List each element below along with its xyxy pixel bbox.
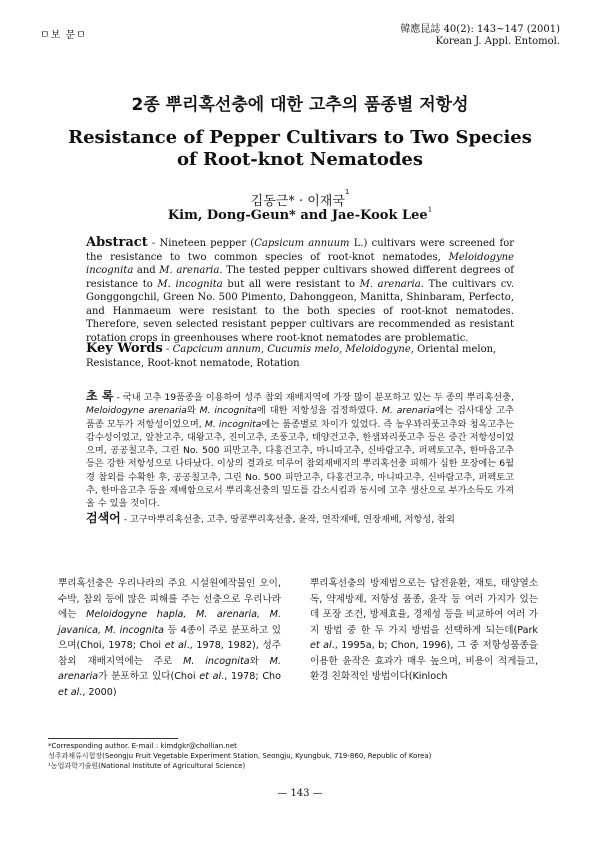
body-text: 와 [249, 655, 270, 667]
species-name: M. incognita [183, 655, 250, 667]
body-text: ., 1978; Cho [221, 671, 281, 682]
authors-korean [0, 190, 600, 209]
title-english [0, 127, 600, 171]
body-text: ., 1995a, b; Chon, 1996), 그 중 저항성품종을 이용한 윤작은 효과가 매우 높으며, 비용이 적게들고, 환경 친화적인 방법이다(Kinloch [310, 640, 538, 682]
abstract-label: Abstract [86, 235, 148, 250]
abstract-text: but all were resistant to [222, 278, 360, 290]
journal-name-en: Korean J. Appl. Entomol. [435, 36, 560, 47]
keywords-english [86, 342, 514, 370]
title-english-line1: Resistance of Pepper Cultivars to Two Species [68, 127, 532, 148]
footnote-affiliation-2: ¹농업과학기술원(National Institute of Agricultural Science) [48, 762, 246, 770]
authors-korean-text: 김동근* · 이재국 [250, 194, 345, 209]
abstract-korean [86, 390, 514, 511]
footnote-corresponding: *Corresponding author. E-mail : kimdgkr@chollian.net [48, 742, 237, 750]
abstract-text: . The tested pepper cultivars showed different degrees of resistance to [86, 265, 514, 290]
korean-abstract-text: 에는 검사대상 고추 품종 모두가 저항성이었으며, [86, 405, 515, 430]
korean-keywords-text: - 고구마뿌리혹선충, 고추, 땅콩뿌리혹선충, 윤작, 연작재배, 연장재배, 저항성, 참외 [120, 514, 455, 525]
keywords-dash: - [162, 344, 173, 355]
authors-english-text: Kim, Dong-Geun* and Jae-Kook Lee [167, 208, 428, 223]
citation-italic: et al [310, 640, 332, 651]
species-name: M. incognita [199, 405, 257, 417]
species-name: Meloidogyne arenaria [86, 405, 187, 417]
korean-abstract-text: - 국내 고추 19품종을 이용하여 성주 참외 재배지역에 가장 많이 분포하고 있는 두 종의 뿌리혹선충, [113, 392, 514, 403]
keywords-label: Key Words [86, 341, 163, 356]
species-name: Meloidogyne hapla, M. arenaria, M. javanica, M. incognita [58, 609, 281, 636]
korean-abstract-label: 초 록 [86, 389, 114, 403]
citation-italic: et al [199, 671, 222, 682]
abstract-text: . The cultivars cv. Gonggongchil, Green No. 500 Pimento, Dahonggeon, Manitta, Shinbaram, Perfecto, and Hanmaeum were resistant to the both species of root-knot nematodes. Therefore, seven selected resistant pepper cultivars are recommended as resistant rotation crops in greenhouses where root-knot nematodes are problematic. [86, 278, 515, 344]
species-name: M. incognita [204, 418, 262, 430]
citation-italic: et al [164, 640, 187, 651]
affiliation-mark: 1 [427, 206, 433, 214]
abstract-text: and [133, 265, 160, 276]
article-type-label: ㅁ보 문ㅁ [40, 30, 87, 41]
body-text: 가 분포하고 있다(Choi [98, 671, 200, 682]
journal-citation [400, 24, 560, 48]
abstract-text: - Nineteen pepper ( [147, 238, 255, 249]
body-text: ., 1978, 1982), 성주 참외 재배지역에는 주로 [58, 640, 281, 667]
abstract-english [86, 236, 514, 345]
page-number: — 143 — [277, 788, 323, 799]
species-name: M. incognita [157, 278, 223, 290]
body-text: ., 2000) [79, 686, 117, 698]
footnote-divider [48, 738, 178, 739]
species-name: M. arenaria [58, 655, 281, 682]
species-name: M. arenaria [359, 278, 421, 290]
keywords-italic: Capcicum annum, Cucumis melo, Meloidogyne [172, 344, 411, 355]
species-name: M. arenaria [159, 265, 220, 276]
keywords-korean [86, 512, 516, 526]
species-name: M. arenaria [381, 405, 436, 417]
body-text: 뿌리혹선충은 우리나라의 주요 시설원예작물인 오이, 수박, 참외 등에 많은 피해를 주는 선충으로 우리나라에는 [58, 578, 281, 620]
authors-english [0, 208, 600, 223]
body-column-right [310, 576, 538, 685]
keywords-text: , Oriental melon, Resistance, Root-knot nematode, Rotation [86, 344, 497, 369]
journal-volume: 韓應昆誌 40(2): 143~147 (2001) [400, 24, 560, 35]
korean-abstract-text: 와 [186, 405, 200, 417]
korean-abstract-text: 에 대한 저항성을 검정하였다. [256, 405, 382, 417]
affiliation-mark: 1 [344, 188, 350, 196]
title-english-line2: of Root-knot Nematodes [176, 149, 424, 170]
korean-keywords-label: 검색어 [86, 511, 121, 525]
footnote-affiliation: 성주과채류시험장(Seongju Fruit Vegetable Experiment Station, Seongju, Kyungbuk, 719-860, Republic of Korea) [48, 752, 432, 760]
body-text: 뿌리혹선충의 방제법으로는 답전윤환, 재토, 태양열소독, 약제방제, 저항성 품종, 윤작 등 여러 가지가 있는데 포장 조건, 방제효율, 경제성 등을 비교하여 여러 가지 방법 중 한 두 가지 방법을 선택하게 되는데(Park [310, 578, 538, 636]
body-column-left [58, 576, 281, 700]
citation-italic: et al [58, 686, 80, 698]
species-name: Capsicum annuum [254, 238, 350, 249]
body-text: 등 4종이 주로 분포하고 있으며(Choi, 1978; Choi [58, 624, 282, 651]
abstract-text: L.) cultivars were screened for the resistance to two common species of root-knot nematodes, [86, 238, 514, 263]
korean-abstract-text: 에는 품종별로 차이가 있었다. 즉 농우꽈리풋고추와 청옥고추는 감수성이었고, 알찬고추, 대왕고추, 진미고추, 조풍고추, 태양건고추, 한샘꽈리풋고추 등은 중간 저항성이었으며, 공공칠고추, 그린 No. 500 피만고추, 다홍건고추, 마니따고추, 신바람고추, 퍼펙토고추, 한마음고추 등은 강한 저항성으로 나타났다. 이상의 결과로 미루어 참외재배지의 뿌리혹선충 피해가 심한 포장에는 6월경 참외를 수확한 후, 공공칠고추, 그린 No. 500 피만고추, 다홍건고추, 마니따고추, 신바람고추, 퍼펙토고추, 한마음고추 등을 재배함으로서 뿌리혹선충의 밀도를 감소시킴과 동시에 고추 생산으로 부가소득도 가져올 수 있을 것이다. [86, 418, 514, 510]
title-korean: 2종 뿌리혹선충에 대한 고추의 품종별 저항성 [131, 95, 469, 115]
species-name: Meloidogyne incognita [86, 251, 514, 276]
